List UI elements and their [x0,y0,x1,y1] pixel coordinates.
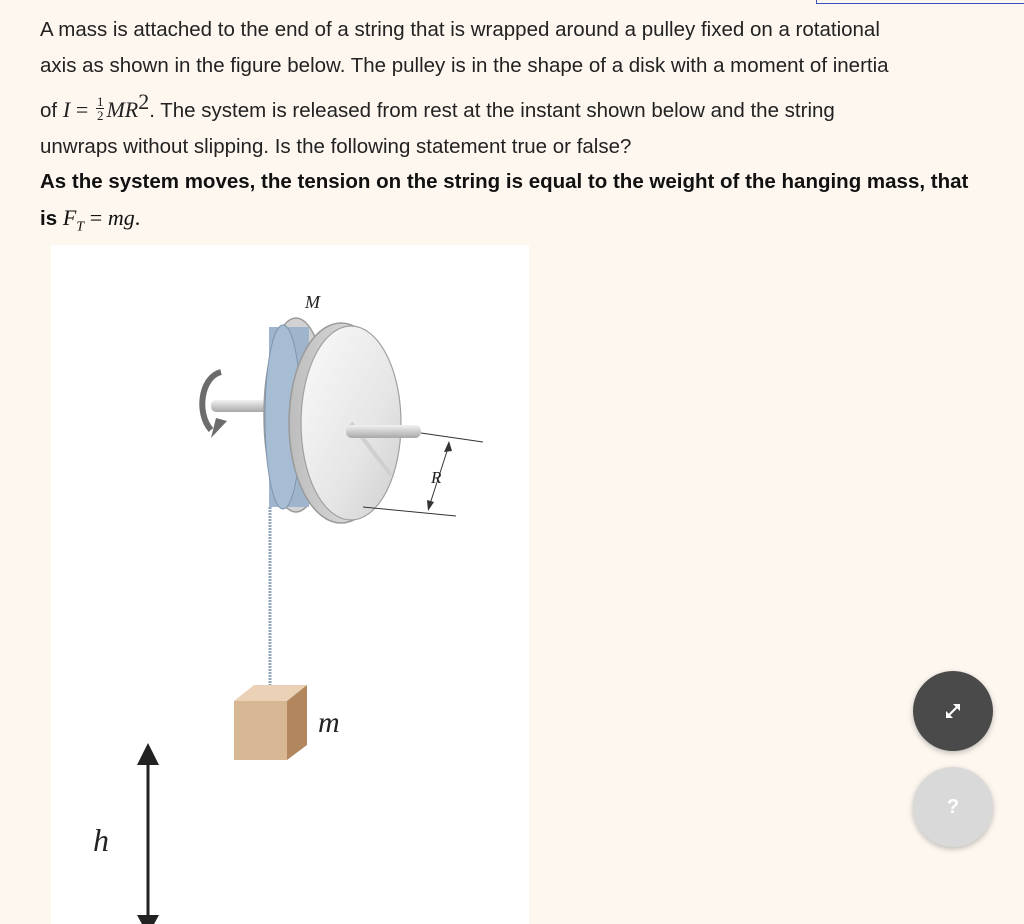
help-button[interactable] [913,767,993,847]
math-period: . [134,205,141,230]
dimension-line-bottom [363,507,456,516]
question-line-3 [40,84,990,129]
math-I: I [62,96,71,122]
axle-left [211,400,271,412]
question-line-1: A mass is attached to the end of a string that is wrapped around a pulley fixed on a rotational [40,18,880,41]
label-h: h [93,822,109,858]
math-equals-2: = [89,205,103,230]
height-arrowhead-top [137,743,159,765]
math-F: $F_T$ [62,205,85,235]
radius-arrowhead-bottom [427,500,434,511]
pulley-diagram [51,245,529,924]
height-arrowhead-bottom [137,915,159,924]
math-subscript-T: T [76,219,85,235]
question-text [40,12,990,165]
dimension-line-top [421,433,483,442]
math-mg: mg [107,205,135,230]
frac-denominator: 2 [96,107,104,123]
help-label: ? [946,795,960,818]
question-line-4: unwraps without slipping. Is the following statement true or false? [40,134,632,158]
math-MR: MR [106,96,139,122]
expand-arrows-icon [942,700,964,722]
radius-arrowhead-top [444,441,452,452]
text-of: of [40,98,58,122]
pulley-figure [51,245,529,924]
text-is: is [40,207,58,230]
top-frame-edge [816,0,1024,4]
statement-line-1: As the system moves, the tension on the string is equal to the weight of the hanging mass, that [40,170,969,193]
label-m: m [318,706,340,739]
axle-right [346,425,421,438]
fraction-one-half [96,95,105,122]
math-exponent: 2 [138,89,150,114]
statement-text [40,164,1000,245]
mass-block-front [234,701,287,760]
question-line-2: axis as shown in the figure below. The pulley is in the shape of a disk with a moment of inertia [40,54,889,77]
line3-suffix: . The system is released from rest at the instant shown below and the string [149,98,835,122]
expand-button[interactable] [913,671,993,751]
label-M: M [305,292,320,312]
label-R: R [431,468,442,487]
statement-line-2 [40,200,1000,245]
math-equals: = [75,96,89,122]
frac-numerator: 1 [96,93,104,109]
rotation-arrowhead [211,418,227,438]
